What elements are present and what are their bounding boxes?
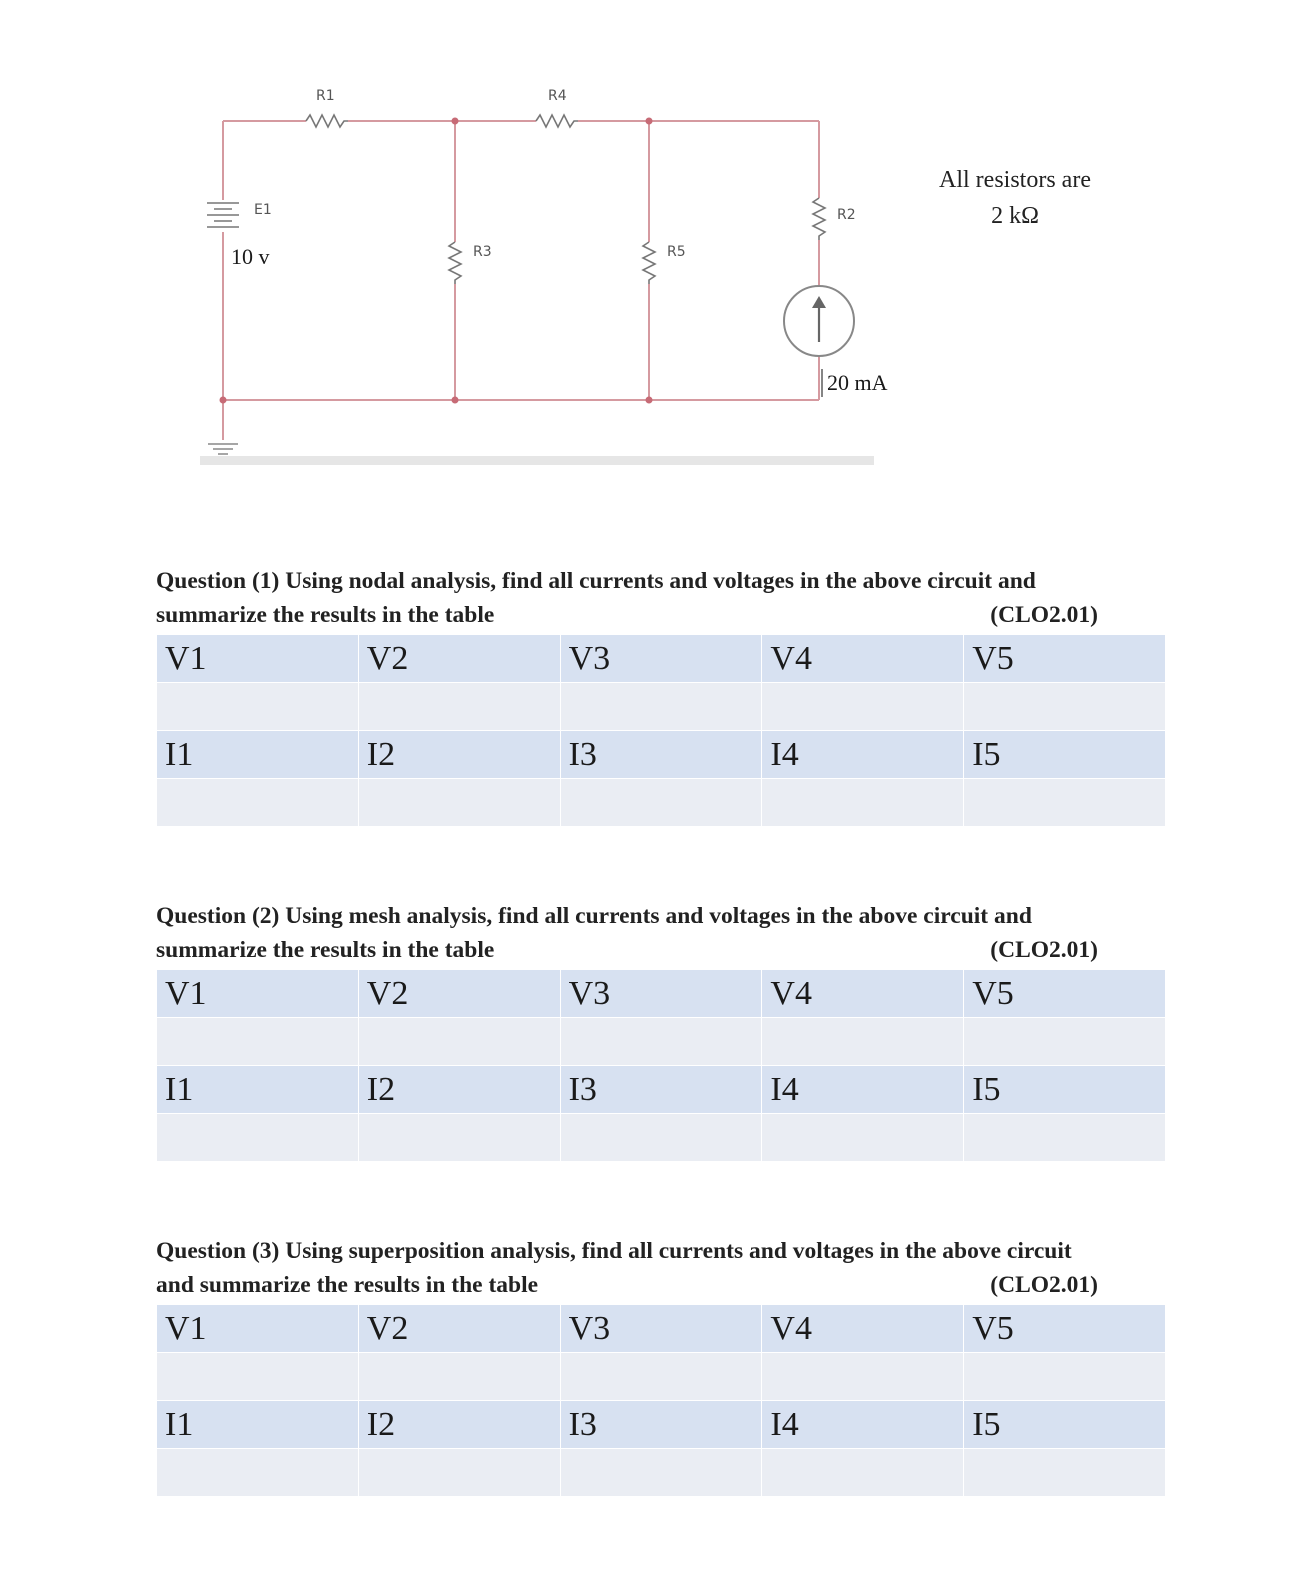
- value-cell[interactable]: [157, 1353, 359, 1401]
- value-cell[interactable]: [358, 1114, 560, 1162]
- current-header-row: [157, 1401, 1166, 1449]
- wires: [223, 121, 819, 440]
- value-cell[interactable]: [358, 1018, 560, 1066]
- ground-bar: [200, 456, 874, 465]
- value-cell[interactable]: [560, 1018, 762, 1066]
- question-1: [156, 564, 1168, 632]
- value-cell[interactable]: [560, 779, 762, 827]
- r3-label: R3: [473, 244, 492, 260]
- nodes: [220, 118, 653, 404]
- voltage-header-row: [157, 1305, 1166, 1353]
- header-i5: I5: [964, 1066, 1166, 1114]
- header-i3: I3: [560, 1066, 762, 1114]
- value-cell[interactable]: [964, 683, 1166, 731]
- current-value-row: [157, 779, 1166, 827]
- r2-label: R2: [837, 207, 856, 223]
- e1-label: E1: [254, 202, 272, 218]
- r4-label: R4: [548, 88, 567, 104]
- header-i1: I1: [157, 1401, 359, 1449]
- resistor-r4: [536, 115, 578, 127]
- value-cell[interactable]: [762, 1353, 964, 1401]
- value-cell[interactable]: [157, 1018, 359, 1066]
- voltage-header-row: [157, 970, 1166, 1018]
- header-i5: I5: [964, 1401, 1166, 1449]
- value-cell[interactable]: [157, 683, 359, 731]
- value-cell[interactable]: [157, 1449, 359, 1497]
- header-v4: V4: [762, 970, 964, 1018]
- value-cell[interactable]: [358, 779, 560, 827]
- resistor-note-line1: All resistors are: [939, 167, 1091, 193]
- value-cell[interactable]: [964, 1449, 1166, 1497]
- value-cell[interactable]: [762, 1018, 964, 1066]
- resistor-r2: [813, 198, 825, 240]
- header-i5: I5: [964, 731, 1166, 779]
- battery-e1-symbol: [207, 203, 239, 227]
- voltage-value-row: [157, 1018, 1166, 1066]
- value-cell[interactable]: [157, 779, 359, 827]
- current-value-row: [157, 1114, 1166, 1162]
- current-source-label: 20 mA: [827, 370, 888, 395]
- value-cell[interactable]: [762, 1114, 964, 1162]
- question-2: [156, 899, 1168, 967]
- header-i3: I3: [560, 731, 762, 779]
- current-header-row: [157, 731, 1166, 779]
- header-v4: V4: [762, 635, 964, 683]
- value-cell[interactable]: [358, 1449, 560, 1497]
- header-v5: V5: [964, 970, 1166, 1018]
- value-cell[interactable]: [560, 683, 762, 731]
- ground-icon: [208, 444, 238, 454]
- header-v4: V4: [762, 1305, 964, 1353]
- resistor-r5: [643, 242, 655, 284]
- header-v1: V1: [157, 1305, 359, 1353]
- value-cell[interactable]: [157, 1114, 359, 1162]
- value-cell[interactable]: [964, 779, 1166, 827]
- question-3-clo: (CLO2.01): [990, 1272, 1098, 1298]
- header-i3: I3: [560, 1401, 762, 1449]
- header-v2: V2: [358, 970, 560, 1018]
- question-2-clo: (CLO2.01): [990, 937, 1098, 963]
- question-2-line2: summarize the results in the table: [156, 937, 495, 963]
- voltage-value-row: [157, 683, 1166, 731]
- value-cell[interactable]: [964, 1018, 1166, 1066]
- resistor-r3: [449, 242, 461, 284]
- header-v5: V5: [964, 1305, 1166, 1353]
- header-i4: I4: [762, 1401, 964, 1449]
- value-cell[interactable]: [762, 1449, 964, 1497]
- source-voltage-label: 10 v: [231, 244, 270, 269]
- value-cell[interactable]: [358, 1353, 560, 1401]
- r1-label: R1: [316, 88, 335, 104]
- resistor-r1: [306, 115, 348, 127]
- value-cell[interactable]: [358, 683, 560, 731]
- voltage-value-row: [157, 1353, 1166, 1401]
- results-table-2: [156, 969, 1166, 1162]
- value-cell[interactable]: [762, 683, 964, 731]
- question-3-line2: and summarize the results in the table: [156, 1272, 539, 1298]
- header-v3: V3: [560, 970, 762, 1018]
- resistor-note-line2: 2 kΩ: [991, 203, 1039, 229]
- header-v5: V5: [964, 635, 1166, 683]
- value-cell[interactable]: [560, 1449, 762, 1497]
- value-cell[interactable]: [964, 1353, 1166, 1401]
- header-i4: I4: [762, 1066, 964, 1114]
- header-i2: I2: [358, 1401, 560, 1449]
- current-header-row: [157, 1066, 1166, 1114]
- header-v1: V1: [157, 635, 359, 683]
- value-cell[interactable]: [762, 779, 964, 827]
- question-1-line1: Question (1) Using nodal analysis, find all currents and voltages in the above circuit and: [156, 568, 1036, 594]
- question-1-line2: summarize the results in the table: [156, 602, 495, 628]
- current-value-row: [157, 1449, 1166, 1497]
- r5-label: R5: [667, 244, 686, 260]
- header-v1: V1: [157, 970, 359, 1018]
- resistor-note: [900, 162, 1130, 234]
- header-i4: I4: [762, 731, 964, 779]
- header-v3: V3: [560, 635, 762, 683]
- question-1-clo: (CLO2.01): [990, 602, 1098, 628]
- value-cell[interactable]: [560, 1114, 762, 1162]
- voltage-header-row: [157, 635, 1166, 683]
- results-table-1: [156, 634, 1166, 827]
- header-i2: I2: [358, 1066, 560, 1114]
- question-2-line1: Question (2) Using mesh analysis, find all currents and voltages in the above circuit and: [156, 903, 1032, 929]
- value-cell[interactable]: [964, 1114, 1166, 1162]
- value-cell[interactable]: [560, 1353, 762, 1401]
- current-source-icon: [784, 286, 854, 356]
- header-v3: V3: [560, 1305, 762, 1353]
- header-v2: V2: [358, 1305, 560, 1353]
- circuit-diagram: [0, 0, 1290, 480]
- header-i2: I2: [358, 731, 560, 779]
- question-3: [156, 1234, 1168, 1302]
- question-3-line1: Question (3) Using superposition analysis, find all currents and voltages in the above circuit: [156, 1238, 1072, 1264]
- results-table-3: [156, 1304, 1166, 1497]
- header-v2: V2: [358, 635, 560, 683]
- header-i1: I1: [157, 731, 359, 779]
- header-i1: I1: [157, 1066, 359, 1114]
